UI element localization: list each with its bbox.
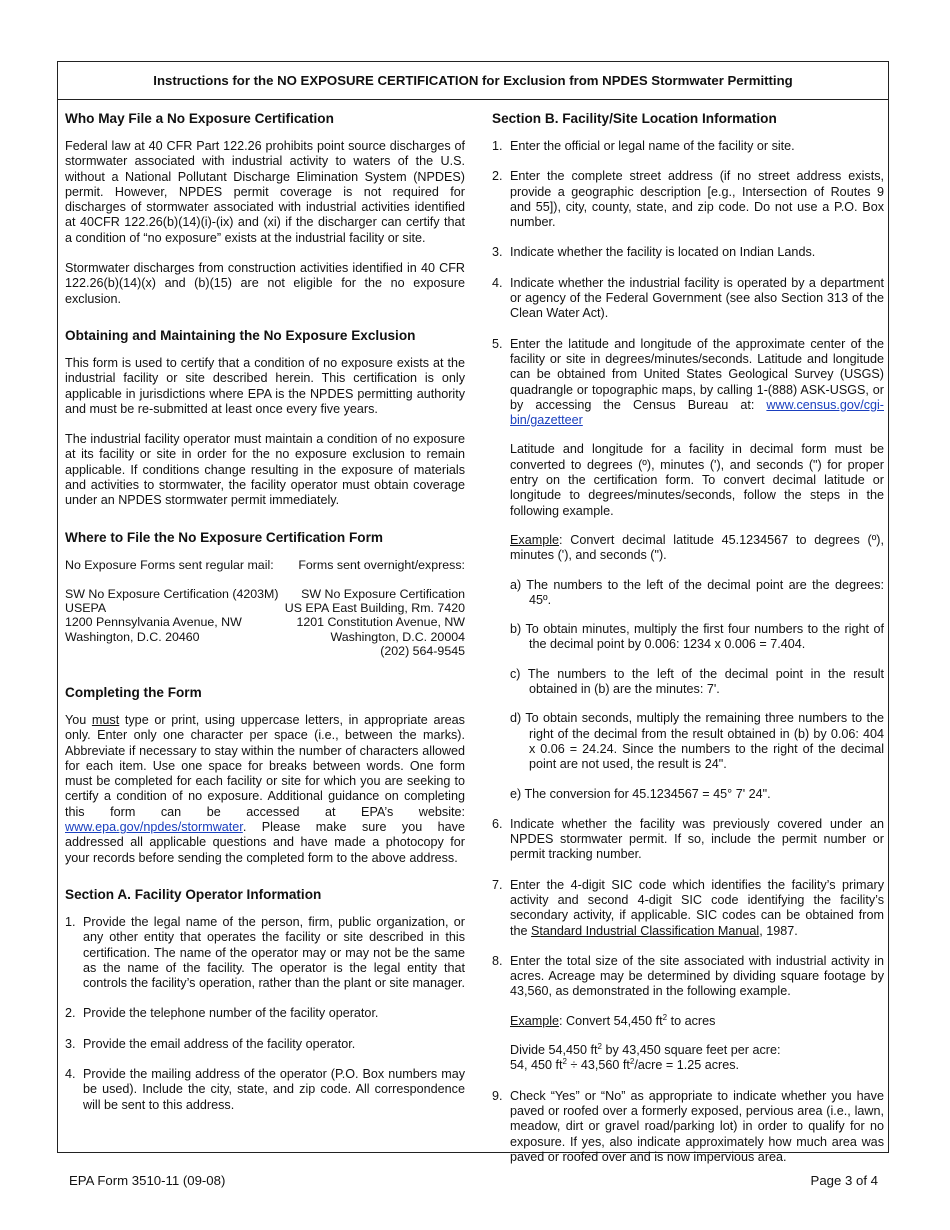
list-item: 7. Enter the 4-digit SIC code which identifies the facility’s primary activity and second 4-digit SIC code identifying the facility’s secondary activity, if applicable. SIC codes can be obtained from the Standard Industrial Classification Manual, 1987. [492, 877, 884, 938]
overnight-address-line: Washington, D.C. 20004 [330, 629, 465, 644]
list-item: 4. Indicate whether the industrial facility is operated by a department or agency of the Federal Government (see also Section 313 of the Clean Water Act). [492, 275, 884, 321]
conversion-step-a: a) The numbers to the left of the decimal point are the degrees: 45º. [510, 577, 884, 607]
where-heading: Where to File the No Exposure Certification Form [65, 529, 383, 545]
address-headers [65, 558, 465, 573]
list-item: 2. Enter the complete street address (if no street address exists, provide a geographic description [e.g., Intersection of Routes 9 and 55]), city, county, state, and zip code. Do not use a P.O. Box number. [492, 169, 884, 230]
mail-address-line: Washington, D.C. 20460 [65, 629, 200, 644]
complete-paragraph: You must type or print, using uppercase letters, in appropriate areas only. Enter only one character per space (i.e., between the marks). Abbreviate if necessary to stay within the number of characters allowed for each item. Use one space for breaks between words. One form must be completed for each facility or site for which you are seeking to certify a condition of no exposure. Additional guidance on completing this form can be accessed at EPA’s website: www.epa.gov/npdes/stormwater. Please make sure you have addressed all applicable questions and have made a photocopy for your records before sending the completed form to the above address. [65, 712, 465, 865]
overnight-address-line: US EPA East Building, Rm. 7420 [284, 601, 465, 616]
who-paragraph-1: Federal law at 40 CFR Part 122.26 prohibits point source discharges of stormwater associated with industrial activity to waters of the U.S. without a National Pollutant Discharge Elimination System (NPDES) permit. However, NPDES permit coverage is not required for discharges of stormwater associated with industrial activities identified at 40CFR 122.26(b)(14)(i)-(ix) and (xi) if the discharger can certify that a condition of “no exposure” exists at the industrial facility or site. [65, 139, 465, 245]
obtain-heading: Obtaining and Maintaining the No Exposure Exclusion [65, 327, 416, 343]
obtain-paragraph-1: This form is used to certify that a condition of no exposure exists at the industrial facility or site described herein. This certification is only applicable in jurisdictions where EPA is the NPDES permitting authority and must be re-submitted at least once every five years. [65, 355, 465, 416]
list-item: 1. Provide the legal name of the person, firm, public organization, or any other entity that operates the facility or site described in this certification. The name of the operator may or may not be the same as the name of the facility. The operator is the legal entity that controls the facility’s operation, rather than the plant or site manager. [65, 914, 465, 991]
epa-stormwater-link[interactable]: www.epa.gov/npdes/stormwater [65, 820, 243, 835]
section-b-list [492, 139, 884, 1165]
mail-address-line: SW No Exposure Certification (4203M) [65, 586, 279, 601]
must-emphasis: must [91, 712, 120, 727]
section-a-heading: Section A. Facility Operator Information [65, 886, 322, 902]
list-item: 4. Provide the mailing address of the operator (P.O. Box numbers may be used). Include the city, state, and zip code. All correspondence will be sent to this address. [65, 1067, 465, 1112]
complete-heading: Completing the Form [65, 684, 202, 700]
acreage-calculation: Divide 54,450 $ft^2$ by 43,450 square feet per acre: 54, 450 $ft^2 \div 43,560$ $ft^2$/acre = 1.25 acres. [510, 1041, 781, 1073]
page-title: Instructions for the NO EXPOSURE CERTIFICATION for Exclusion from NPDES Stormwater Permitting [58, 62, 888, 100]
acreage-example: Example: Convert 54,450 $ft^2$ to acres [510, 1012, 716, 1028]
sic-manual-title: Standard Industrial Classification Manual [531, 923, 760, 938]
form-id: EPA Form 3510-11 (09-08) [69, 1173, 226, 1188]
page-number: Page 3 of 4 [810, 1173, 878, 1188]
list-item: 3. Provide the email address of the facility operator. [65, 1036, 356, 1051]
list-item: 3. Indicate whether the facility is located on Indian Lands. [492, 245, 816, 260]
overnight-address-line: SW No Exposure Certification [301, 586, 465, 601]
instructions-frame [57, 61, 889, 1164]
overnight-label: Forms sent overnight/express: [298, 557, 465, 572]
conversion-step-d: d) To obtain seconds, multiply the remaining three numbers to the right of the decimal from the result obtained in (b) by 0.06: 404 x 0.06 = 24.24. Since the numbers to the right of the decimal point are not used, the result is 24". [510, 711, 884, 772]
conversion-step-b: b) To obtain minutes, multiply the first four numbers to the right of the decimal point by 0.006: 1234 x 0.006 = 7.404. [510, 622, 884, 652]
who-heading: Who May File a No Exposure Certification [65, 111, 334, 126]
list-item: 8. Enter the total size of the site associated with industrial activity in acres. Acreage may be determined by dividing square footage by 43,560, as demonstrated in the following example. Example: Convert 54,450 $ft^2$ to acres Divide 54,450 $ft^2$ by 43,450 square feet per acre: 54, 450 $ft^2 \div 43,560$ $ft^2$/acre = 1.25 acres. [492, 953, 884, 1073]
conversion-step-c: c) The numbers to the left of the decimal point in the result obtained in (b) are the minutes: 7'. [510, 666, 884, 697]
right-column [492, 110, 884, 1180]
census-gazetteer-link[interactable]: www.census.gov/cgi-bin/gazetteer [510, 397, 884, 428]
who-paragraph-2: Stormwater discharges from construction activities identified in 40 CFR 122.26(b)(14)(x) and (b)(15) are not eligible for the no exposure exclusion. [65, 261, 465, 306]
mail-label: No Exposure Forms sent regular mail: [65, 557, 274, 572]
left-column [65, 110, 465, 1128]
overnight-address [279, 587, 465, 658]
list-item: 1. Enter the official or legal name of the facility or site. [492, 139, 795, 153]
latlong-paragraph: Latitude and longitude for a facility in decimal form must be converted to degrees (º), minutes ('), and seconds (") for proper entry on the certification form. To convert decimal latitude or longitude to degrees/minutes/seconds, follow the steps in the following example. [510, 442, 884, 518]
overnight-phone: (202) 564-9545 [380, 643, 465, 658]
list-item: 9. Check “Yes” or “No” as appropriate to indicate whether you have paved or roofed over a formerly exposed, pervious area (i.e., lawn, meadow, dirt or gravel road/parking lot) in order to qualify for no exposure. If yes, also indicate approximately how much area was paved or roofed over and is now impervious area. [492, 1088, 884, 1164]
overnight-address-line: 1201 Constitution Avenue, NW [296, 615, 465, 630]
mail-address-line: USEPA [65, 601, 107, 616]
list-item: 2. Provide the telephone number of the facility operator. [65, 1006, 379, 1021]
obtain-paragraph-2: The industrial facility operator must maintain a condition of no exposure at its facility or site in order for the no exposure exclusion to remain applicable. If conditions change resulting in the exposure of materials and activities to stormwater, the facility operator must obtain coverage under an NPDES stormwater permit immediately. [65, 432, 465, 508]
list-item: 5. Enter the latitude and longitude of the approximate center of the facility or site in degrees/minutes/seconds. Latitude and longitude can be obtained from United States Geological Survey (USGS) quadrangle or topographic maps, by calling 1-(888) ASK-USGS, or by accessing the Census Bureau at: www.census.gov/cgi-bin/gazetteer Latitude and longitude for a facility in decimal form must be converted to degrees (º), minutes ('), and seconds (") for proper entry on the certification form. To convert decimal latitude or longitude to degrees/minutes/seconds, follow the steps in the following example. Example: Convert decimal latitude 45.1234567 to degrees (º), minutes ('), and seconds ("). a) The numbers to the left of the decimal point are the degrees: 45º. b) To obtain minutes, multiply the first four numbers to the right of the decimal point by 0.006: 1234 x 0.006 = 7.404. c) The numbers to the left of the decimal point in the result obtained in (b) are the minutes: 7'. d) To obtain seconds, multiply the remaining three numbers to the right of the decimal from the result obtained in (b) by 0.06: 404 x 0.06 = 24.24. Since the numbers to the right of the decimal point are not used, the result is 24". e) The conversion for 45.1234567 = 45° 7' 24". [492, 336, 884, 801]
conversion-step-e: e) The conversion for 45.1234567 = 45° 7' 24". [510, 786, 771, 801]
addresses [65, 587, 465, 658]
list-item: 6. Indicate whether the facility was previously covered under an NPDES stormwater permit. If so, include the permit number or permit tracking number. [492, 816, 884, 862]
section-a-list [65, 915, 465, 1113]
mail-address [65, 587, 279, 658]
latlong-example: Example: Convert decimal latitude 45.1234567 to degrees (º), minutes ('), and seconds ("). [510, 532, 884, 563]
section-b-heading: Section B. Facility/Site Location Information [492, 111, 777, 126]
mail-address-line: 1200 Pennsylvania Avenue, NW [65, 615, 242, 630]
